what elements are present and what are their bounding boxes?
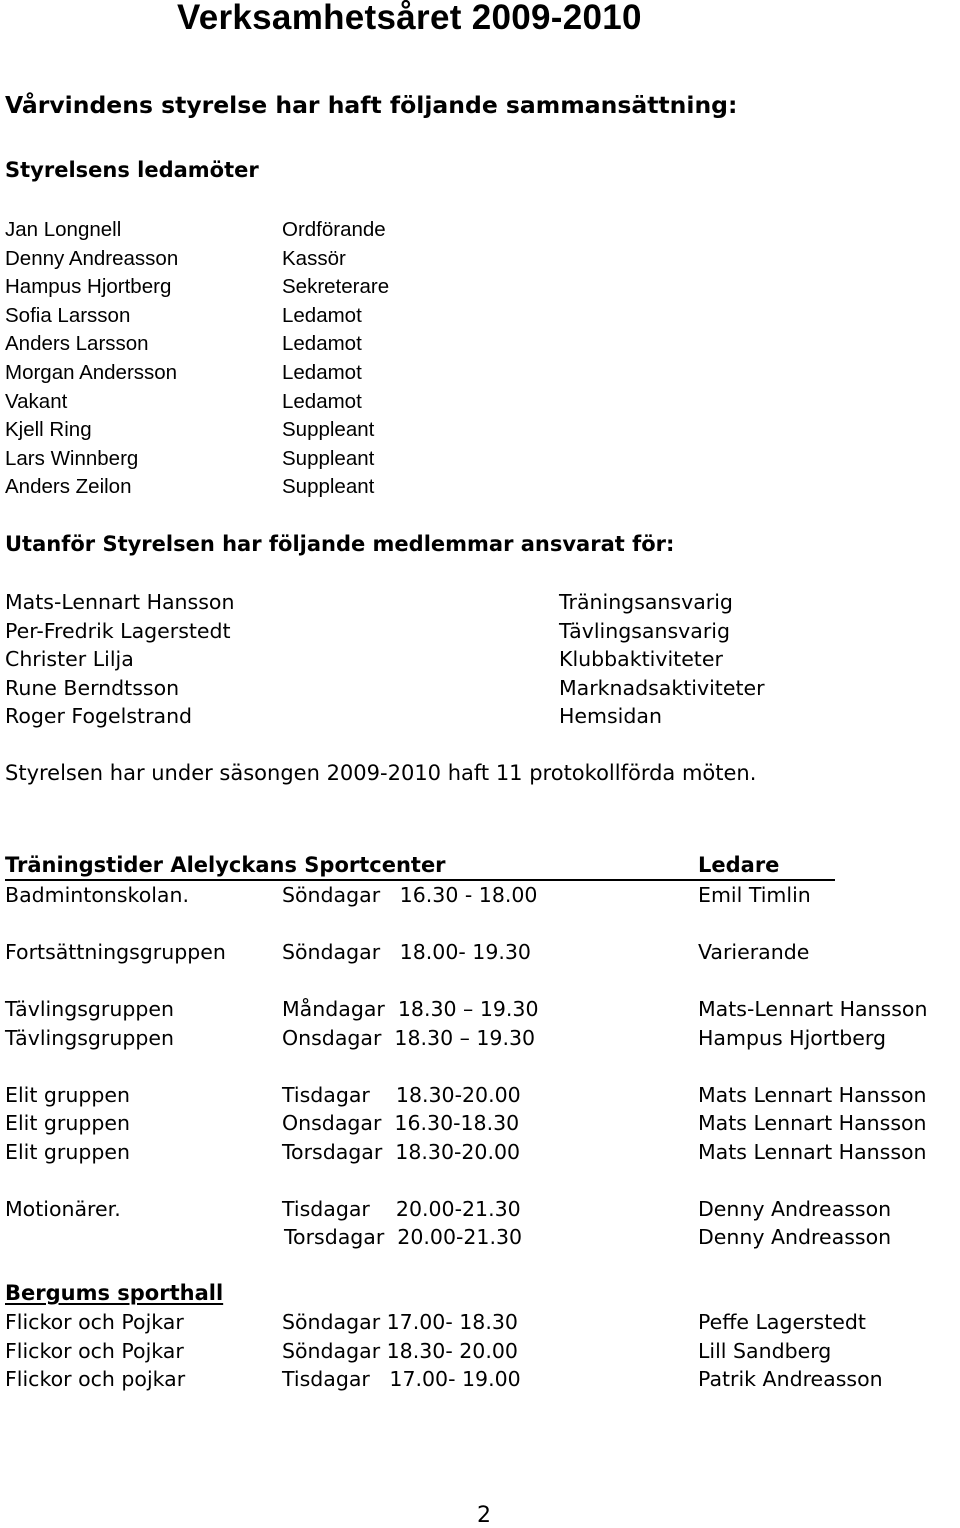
- leader-heading: Ledare: [698, 853, 780, 877]
- board-name-list: [5, 216, 178, 502]
- training-group: Motionärer.: [5, 1197, 121, 1221]
- board-member-name: Morgan Andersson: [5, 360, 178, 384]
- outside-member-name: Mats-Lennart Hansson: [5, 590, 235, 614]
- board-member-role: Ledamot: [282, 332, 362, 356]
- board-member-name: Hampus Hjortberg: [5, 275, 172, 299]
- board-member-role: Sekreterare: [282, 275, 390, 299]
- training-time: Torsdagar 20.00-21.30: [284, 1225, 523, 1249]
- training-time: Måndagar 18.30 – 19.30: [282, 997, 539, 1021]
- training-time: Tisdagar 20.00-21.30: [282, 1197, 521, 1221]
- training-time: Tisdagar 18.30-20.00: [282, 1083, 521, 1107]
- training-group: Badmintonskolan.: [5, 883, 189, 907]
- board-member-role: Ledamot: [282, 360, 362, 384]
- bergum-group: Flickor och Pojkar: [5, 1339, 184, 1363]
- outside-member-role: Hemsidan: [559, 704, 662, 729]
- training-heading: Träningstider Alelyckans Sportcenter: [5, 853, 446, 877]
- training-group: Tävlingsgruppen: [5, 997, 174, 1021]
- board-member-name: Vakant: [5, 389, 68, 413]
- training-leader: Denny Andreasson: [698, 1197, 892, 1221]
- page-title: Verksamhetsåret 2009-2010: [177, 0, 642, 37]
- training-group: Elit gruppen: [5, 1083, 130, 1107]
- intro-heading: Vårvindens styrelse har haft följande sammansättning:: [5, 91, 738, 119]
- board-member-name: Anders Zeilon: [5, 475, 132, 499]
- board-member-name: Lars Winnberg: [5, 446, 139, 470]
- outside-name-list: [5, 588, 234, 731]
- board-member-role: Suppleant: [282, 446, 375, 470]
- training-leader: Emil Timlin: [698, 883, 811, 907]
- board-member-name: Jan Longnell: [5, 218, 122, 241]
- outside-role-list: [559, 588, 765, 731]
- training-time: Torsdagar 18.30-20.00: [282, 1140, 521, 1164]
- header-underline: [5, 879, 835, 881]
- meetings-text: Styrelsen har under säsongen 2009-2010 haft 11 protokollförda möten.: [5, 761, 757, 785]
- board-member-name: Kjell Ring: [5, 418, 92, 442]
- outside-member-role: Klubbaktiviteter: [559, 647, 723, 672]
- training-time: Söndagar 18.00- 19.30: [282, 940, 531, 964]
- outside-member-name: Per-Fredrik Lagerstedt: [5, 618, 231, 643]
- bergum-group: Flickor och Pojkar: [5, 1310, 184, 1334]
- board-member-name: Sofia Larsson: [5, 303, 131, 327]
- bergum-heading: Bergums sporthall: [5, 1281, 224, 1305]
- board-member-role: Ledamot: [282, 389, 362, 413]
- outside-member-name: Rune Berndtsson: [5, 675, 180, 700]
- outside-heading: Utanför Styrelsen har följande medlemmar ansvarat för:: [5, 532, 675, 556]
- bergum-time: Söndagar 17.00- 18.30: [282, 1310, 518, 1334]
- training-group: Elit gruppen: [5, 1111, 130, 1135]
- training-leader: Mats Lennart Hansson: [698, 1083, 927, 1107]
- page-number: 2: [477, 1503, 491, 1528]
- training-time: Onsdagar 18.30 – 19.30: [282, 1026, 536, 1050]
- outside-member-name: Roger Fogelstrand: [5, 704, 193, 729]
- outside-member-name: Christer Lilja: [5, 647, 134, 672]
- outside-member-role: Träningsansvarig: [559, 590, 733, 614]
- training-time: Onsdagar 16.30-18.30: [282, 1111, 520, 1135]
- training-leader: Varierande: [698, 940, 810, 964]
- training-group: Tävlingsgruppen: [5, 1026, 174, 1050]
- bergum-group: Flickor och pojkar: [5, 1367, 186, 1391]
- training-group: Fortsättningsgruppen: [5, 940, 226, 964]
- board-member-role: Kassör: [282, 246, 346, 270]
- board-heading: Styrelsens ledamöter: [5, 158, 259, 182]
- bergum-time: Tisdagar 17.00- 19.00: [282, 1367, 521, 1391]
- training-leader: Mats Lennart Hansson: [698, 1140, 927, 1164]
- training-leader: Mats-Lennart Hansson: [698, 997, 928, 1021]
- board-member-name: Anders Larsson: [5, 332, 149, 356]
- outside-member-role: Marknadsaktiviteter: [559, 675, 765, 700]
- training-group: Elit gruppen: [5, 1140, 130, 1164]
- training-leader: Hampus Hjortberg: [698, 1026, 886, 1050]
- training-time: Söndagar 16.30 - 18.00: [282, 883, 538, 907]
- board-role-list: [282, 216, 389, 502]
- board-member-role: Ordförande: [282, 218, 386, 241]
- board-member-role: Ledamot: [282, 303, 362, 327]
- bergum-leader: Patrik Andreasson: [698, 1367, 883, 1391]
- bergum-leader: Peffe Lagerstedt: [698, 1310, 866, 1334]
- bergum-time: Söndagar 18.30- 20.00: [282, 1339, 518, 1363]
- outside-member-role: Tävlingsansvarig: [559, 618, 730, 643]
- board-member-name: Denny Andreasson: [5, 246, 179, 270]
- board-member-role: Suppleant: [282, 418, 375, 442]
- bergum-leader: Lill Sandberg: [698, 1339, 832, 1363]
- board-member-role: Suppleant: [282, 475, 375, 499]
- training-leader: Denny Andreasson: [698, 1225, 892, 1249]
- training-leader: Mats Lennart Hansson: [698, 1111, 927, 1135]
